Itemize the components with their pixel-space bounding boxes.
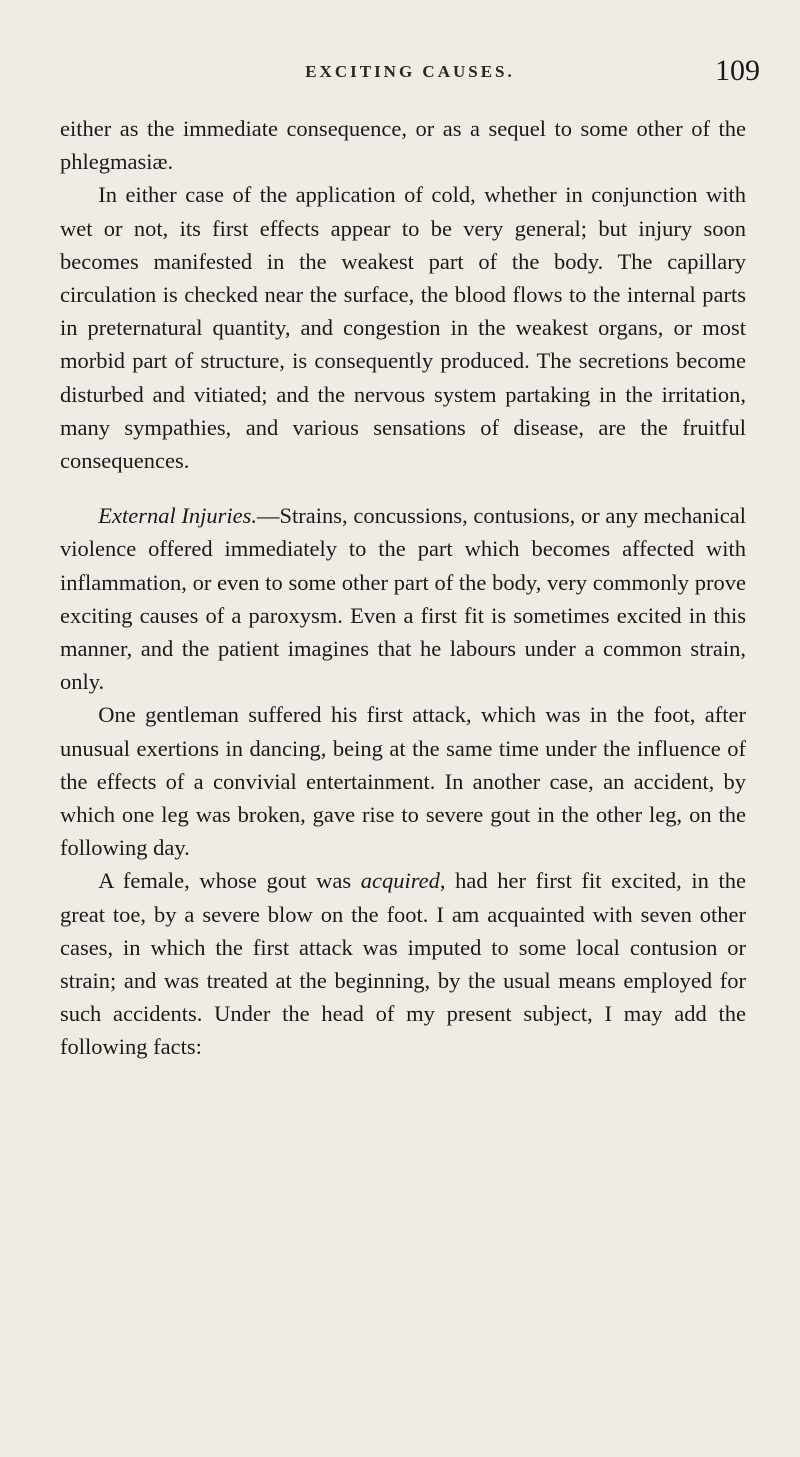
paragraph-female-case <box>60 864 746 1063</box>
external-injuries-text: —Strains, concussions, contusions, or any mechanical violence offered immediately to the part which becomes affected with inflammation, or even to some other part of the body, very commonly prove exciting causes of a paroxysm. Even a first fit is sometimes excited in this manner, and the patient imagines that he labours under a common strain, only. <box>60 503 746 695</box>
running-title: EXCITING CAUSES. <box>305 62 515 81</box>
body-text <box>60 112 746 1064</box>
section-heading-external-injuries: External Injuries. <box>98 503 258 529</box>
running-head <box>60 54 760 88</box>
female-case-text-end: , had her first fit excited, in the great toe, by a severe blow on the foot. I am acquainted with seven other cases, in which the first attack was imputed to some local contusion or strain; and was treated at the beginning, by the usual means employed for such accidents. Under the head of my present subject, I may add the following facts: <box>60 868 747 1060</box>
paragraph-gentleman-case: One gentleman suffered his first attack, which was in the foot, after unusual exertions in dancing, being at the same time under the influence of the effects of a convivial entertainment. In another case, an accident, by which one leg was broken, gave rise to severe gout in the other leg, on the following day. <box>60 702 746 861</box>
paragraph-external-injuries <box>60 499 746 698</box>
paragraph-cold-application: In either case of the application of cold, whether in conjunction with wet or not, its first effects appear to be very general; but injury soon becomes manifested in the weakest part of the body. The capillary circulation is checked near the surface, the blood flows to the internal parts in preternatural quantity, and congestion in the weakest organs, or most morbid part of structure, is consequently produced. The secretions become disturbed and vitiated; and the nervous system partaking in the irritation, many sympathies, and various sensations of disease, are the fruitful consequences. <box>60 182 746 474</box>
emphasis-acquired: acquired <box>360 868 440 894</box>
page-number: 109 <box>715 54 760 87</box>
paragraph-continuation: either as the immediate consequence, or as a sequel to some other of the phlegmasiæ. <box>60 116 746 175</box>
female-case-text-start: A female, whose gout was <box>98 868 361 894</box>
